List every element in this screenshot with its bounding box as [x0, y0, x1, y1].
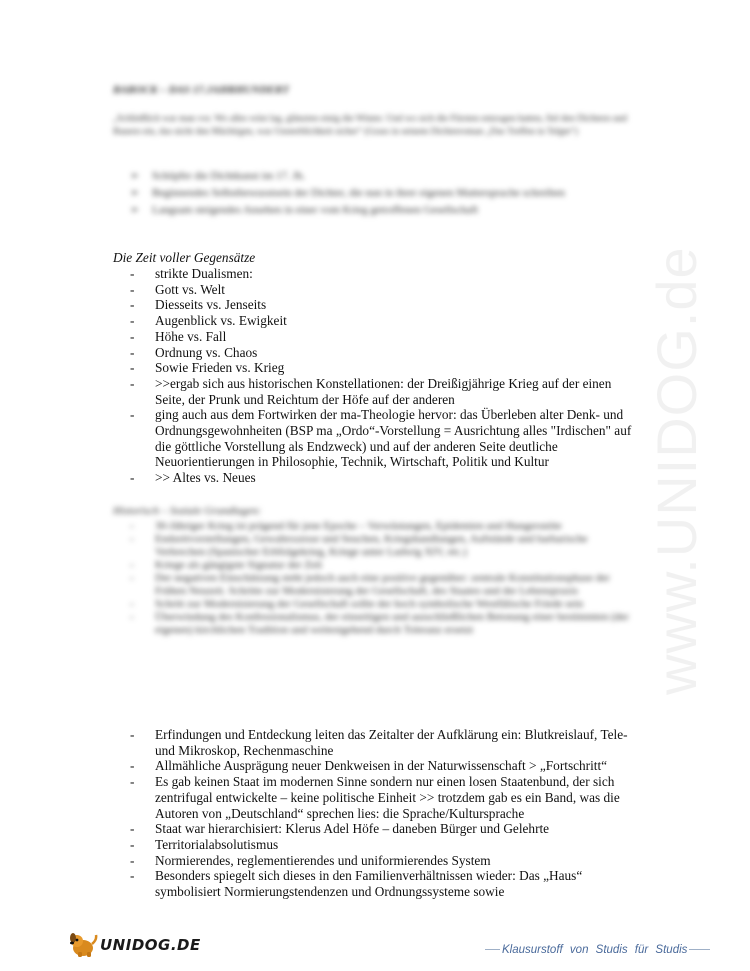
- arrow-bullet-icon: ➢: [130, 204, 140, 216]
- arrow-item-text: Langsam steigendes Ansehen in einer vom Krieg getroffenen Gesellschaft: [152, 204, 479, 216]
- arrow-item: [130, 202, 630, 219]
- list-item: - >>ergab sich aus historischen Konstellationen: der Dreißigjährige Krieg auf der einen Seite, der Prunk und Reichtum der Höfe auf der anderen: [130, 375, 612, 407]
- list-item: - Diesseits vs. Jenseits: [130, 297, 267, 313]
- document-heading: BAROCK – DAS 17.JAHRHUNDERT: [113, 84, 290, 96]
- list-item: - Schritt zur Modernisierung der Gesellschaft sollte der hoch symbolische Westfälische Friede sein: [130, 598, 584, 610]
- list-item: - Territorialabsolutismus: [130, 836, 279, 852]
- section-title-grundlagen: Historisch – Soziale Grundlagen:: [113, 505, 262, 517]
- list-item: - Gott vs. Welt: [130, 281, 225, 297]
- intro-arrow-list: [130, 168, 630, 219]
- arrow-bullet-icon: ➢: [130, 187, 140, 199]
- list-item: - >> Altes vs. Neues: [130, 470, 256, 486]
- list-item: - Es gab keinen Staat im modernen Sinne sondern nur einen losen Staatenbund, der sich zentrifugal entwickelte – keine politische Einheit >> trotzdem gab es ein Band, was die Autoren von „Deutschland“ sprechen lies: die Sprache/Kultursprache: [130, 774, 620, 821]
- gegensaetze-list: [130, 266, 640, 486]
- arrow-bullet-icon: ➢: [130, 170, 140, 182]
- section-title-gegensaetze: Die Zeit voller Gegensätze: [113, 250, 256, 265]
- list-item: - Augenblick vs. Ewigkeit: [130, 313, 287, 329]
- arrow-item-text: Schöpfer die Dichtkunst im 17. Jh.: [152, 170, 306, 182]
- intro-quote: „Schließlich war man vor. Wo alles wüst lag, glänzten einig die Winter. Und wo sich die Fürsten entzogen hatten, fiel den Dichtern und Bauern ein, das nicht den Mächtigen, was Unsterblichkeit sicher“ (Grass in seinem Dichterroman „Das Treffen in Telgte“): [113, 114, 628, 137]
- unidog-logo: [68, 932, 201, 958]
- list-item: - ging auch aus dem Fortwirken der ma-Theologie hervor: das Überleben alter Denk- und Ordnungsgewohnheiten (BSP ma „Ordo“-Vorstellung = Ausrichtung alles "Irdischen" auf die göttliche Vorstellung als Endzweck) und auf der anderen Seite deutliche Neuorientierungen in Philosophie, Technik, Wirtschaft, Politik und Kultur: [130, 407, 632, 470]
- list-item: - Endzeitvorstellungen, Gewaltexzesse und Seuchen, Kriegshandlungen, Aufstände und barbarische Verbrechen (Spanischer Erbfolgekrieg, Kriege unter Ludwig XIV, etc.): [130, 533, 588, 558]
- list-item: - Sowie Frieden vs. Krieg: [130, 360, 285, 376]
- grundlagen-list: [130, 727, 640, 900]
- watermark: www.UNIDOG.de: [645, 246, 708, 695]
- list-item: - Der negativen Einschätzung steht jedoch auch eine positive gegenüber: zentrale Konstitutionsphase der Frühen Neuzeit. Schritte zur Modernisierung der Gesellschaft, des Staates und der Lebenspraxis: [130, 572, 610, 597]
- arrow-item-text: Beginnendes Selbstbewusstsein der Dichter, die nun in ihrer eigenen Muttersprache schreiben: [152, 187, 565, 199]
- list-item: - Besonders spiegelt sich dieses in den Familienverhältnissen wieder: Das „Haus“ symbolisiert Normierungstendenzen und Ordnungssysteme sowie: [130, 868, 583, 900]
- list-item: - 30-Jähriger Krieg ist prägend für jene Epoche – Verwüstungen, Epidemien und Hungersnöte: [130, 520, 562, 532]
- list-item: - strikte Dualismen:: [130, 266, 253, 281]
- list-item: - Allmähliche Ausprägung neuer Denkweisen in der Naturwissenschaft > „Fortschritt“: [130, 758, 608, 774]
- arrow-item: [130, 168, 630, 185]
- dog-mascot-icon: [68, 932, 98, 958]
- footer-note: Klausurstoff von Studis für Studis: [502, 944, 688, 956]
- list-item: - Kriege als gängigste Signatur der Zeit: [130, 559, 323, 571]
- list-item: - Höhe vs. Fall: [130, 328, 227, 344]
- list-item: - Staat war hierarchisiert: Klerus Adel Höfe – daneben Bürger und Gelehrte: [130, 821, 550, 837]
- list-item: - Überwindung des Konfessionalismus, der einseitigen und ausschließlichen Betonung einer bestimmten (der eigenen) kirchlichen Tradition und weitestgehend durch Toleranz ersetzt: [130, 611, 629, 636]
- list-item: - Normierendes, reglementierendes und uniformierendes System: [130, 852, 491, 868]
- list-item: - Erfindungen und Entdeckung leiten das Zeitalter der Aufklärung ein: Blutkreislauf, Tele- und Mikroskop, Rechenmaschine: [130, 727, 628, 758]
- logo-text: UNIDOG.DE: [100, 936, 201, 954]
- grundlagen-blurred-list: [130, 520, 640, 637]
- list-item: - Ordnung vs. Chaos: [130, 344, 258, 360]
- arrow-item: [130, 185, 630, 202]
